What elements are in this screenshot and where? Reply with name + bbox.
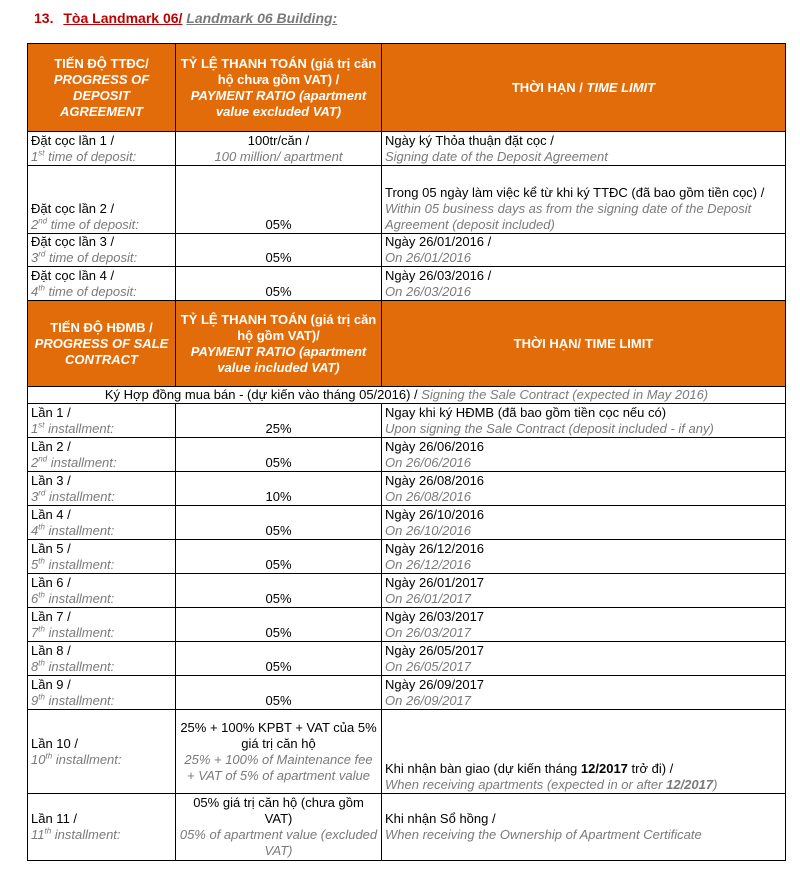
progress-cell: Lần 7 / 7th installment:: [28, 608, 176, 642]
ratio-cell: 05%: [176, 608, 382, 642]
deposit-header-progress: TIẾN ĐỘ TTĐC/ PROGRESS OF DEPOSIT AGREEMENT: [28, 44, 176, 132]
time-cell: Ngày 26/05/2017 On 26/05/2017: [382, 642, 786, 676]
progress-cell: Lần 1 / 1st installment:: [28, 404, 176, 438]
time-cell: Trong 05 ngày làm việc kể từ khi ký TTĐC (đã bao gồm tiền cọc) / Within 05 business days as from the signing date of the Deposit Agreement (deposit included): [382, 166, 786, 234]
ratio-cell: 05%: [176, 574, 382, 608]
progress-cell: Lần 5 / 5th installment:: [28, 540, 176, 574]
contract-header-time: THỜI HẠN/ TIME LIMIT: [382, 301, 786, 387]
time-cell: Ngày 26/12/2016 On 26/12/2016: [382, 540, 786, 574]
progress-cell: Đặt cọc lần 4 / 4th time of deposit:: [28, 267, 176, 301]
table-row: [28, 794, 786, 861]
time-cell: Ngày 26/03/2017 On 26/03/2017: [382, 608, 786, 642]
section-title-vn: Tòa Landmark 06/: [63, 10, 183, 26]
deposit-header-row: [28, 44, 786, 132]
table-row: [28, 676, 786, 710]
table-row: [28, 710, 786, 794]
section-heading: [34, 10, 337, 26]
progress-cell: Lần 11 / 11th installment:: [28, 794, 176, 861]
progress-cell: Lần 8 / 8th installment:: [28, 642, 176, 676]
table-row: [28, 574, 786, 608]
time-cell: Ngày 26/01/2017 On 26/01/2017: [382, 574, 786, 608]
ratio-cell: 05%: [176, 166, 382, 234]
time-cell: Ngay khi ký HĐMB (đã bao gồm tiền cọc nếu có) Upon signing the Sale Contract (deposit included - if any): [382, 404, 786, 438]
progress-cell: Lần 2 / 2nd installment:: [28, 438, 176, 472]
ratio-cell: 05%: [176, 234, 382, 267]
table-row: [28, 404, 786, 438]
ratio-cell: 05%: [176, 540, 382, 574]
table-row: [28, 234, 786, 267]
time-cell: Khi nhận bàn giao (dự kiến tháng 12/2017 trở đi) / When receiving apartments (expected in or after 12/2017): [382, 710, 786, 794]
time-cell: Ngày ký Thỏa thuận đặt cọc / Signing date of the Deposit Agreement: [382, 132, 786, 166]
time-cell: Ngày 26/08/2016 On 26/08/2016: [382, 472, 786, 506]
payment-schedule-table: [27, 43, 786, 861]
time-cell: Ngày 26/10/2016 On 26/10/2016: [382, 506, 786, 540]
progress-cell: Đặt cọc lần 2 / 2nd time of deposit:: [28, 166, 176, 234]
progress-cell: Lần 10 / 10th installment:: [28, 710, 176, 794]
table-row: [28, 472, 786, 506]
time-cell: Khi nhận Sổ hồng / When receiving the Ownership of Apartment Certificate: [382, 794, 786, 861]
deposit-header-time: THỜI HẠN / TIME LIMIT: [382, 44, 786, 132]
progress-cell: Đặt cọc lần 3 / 3rd time of deposit:: [28, 234, 176, 267]
section-number: 13.: [34, 10, 54, 26]
ratio-cell: 05%: [176, 642, 382, 676]
progress-cell: Lần 6 / 6th installment:: [28, 574, 176, 608]
time-cell: Ngày 26/01/2016 / On 26/01/2016: [382, 234, 786, 267]
progress-cell: Lần 3 / 3rd installment:: [28, 472, 176, 506]
deposit-header-ratio: TỶ LỆ THANH TOÁN (giá trị căn hộ chưa gồm VAT) / PAYMENT RATIO (apartment value excluded VAT): [176, 44, 382, 132]
progress-cell: Lần 9 / 9th installment:: [28, 676, 176, 710]
table-row: [28, 506, 786, 540]
ratio-cell: 05%: [176, 267, 382, 301]
section-title-en: Landmark 06 Building:: [186, 10, 338, 26]
contract-header-progress: TIẾN ĐỘ HĐMB / PROGRESS OF SALE CONTRACT: [28, 301, 176, 387]
table-row: [28, 132, 786, 166]
signing-row: [28, 387, 786, 404]
ratio-cell: 05%: [176, 438, 382, 472]
table-row: [28, 540, 786, 574]
table-row: [28, 608, 786, 642]
contract-header-ratio: TỶ LỆ THANH TOÁN (giá trị căn hộ gồm VAT)/ PAYMENT RATIO (apartment value included VAT): [176, 301, 382, 387]
table-row: [28, 267, 786, 301]
signing-cell: Ký Hợp đồng mua bán - (dự kiến vào tháng 05/2016) / Signing the Sale Contract (expected in May 2016): [28, 387, 786, 404]
table-row: [28, 438, 786, 472]
ratio-cell: 25%: [176, 404, 382, 438]
time-cell: Ngày 26/03/2016 / On 26/03/2016: [382, 267, 786, 301]
ratio-cell: 05%: [176, 676, 382, 710]
progress-cell: Đặt cọc lần 1 / 1st time of deposit:: [28, 132, 176, 166]
ratio-cell: 25% + 100% KPBT + VAT của 5% giá trị căn hộ 25% + 100% of Maintenance fee + VAT of 5% of apartment value: [176, 710, 382, 794]
table-row: [28, 642, 786, 676]
contract-header-row: [28, 301, 786, 387]
time-cell: Ngày 26/09/2017 On 26/09/2017: [382, 676, 786, 710]
ratio-cell: 05% giá trị căn hộ (chưa gồm VAT) 05% of apartment value (excluded VAT): [176, 794, 382, 861]
ratio-cell: 100tr/căn / 100 million/ apartment: [176, 132, 382, 166]
progress-cell: Lần 4 / 4th installment:: [28, 506, 176, 540]
ratio-cell: 10%: [176, 472, 382, 506]
ratio-cell: 05%: [176, 506, 382, 540]
time-cell: Ngày 26/06/2016 On 26/06/2016: [382, 438, 786, 472]
table-row: [28, 166, 786, 234]
